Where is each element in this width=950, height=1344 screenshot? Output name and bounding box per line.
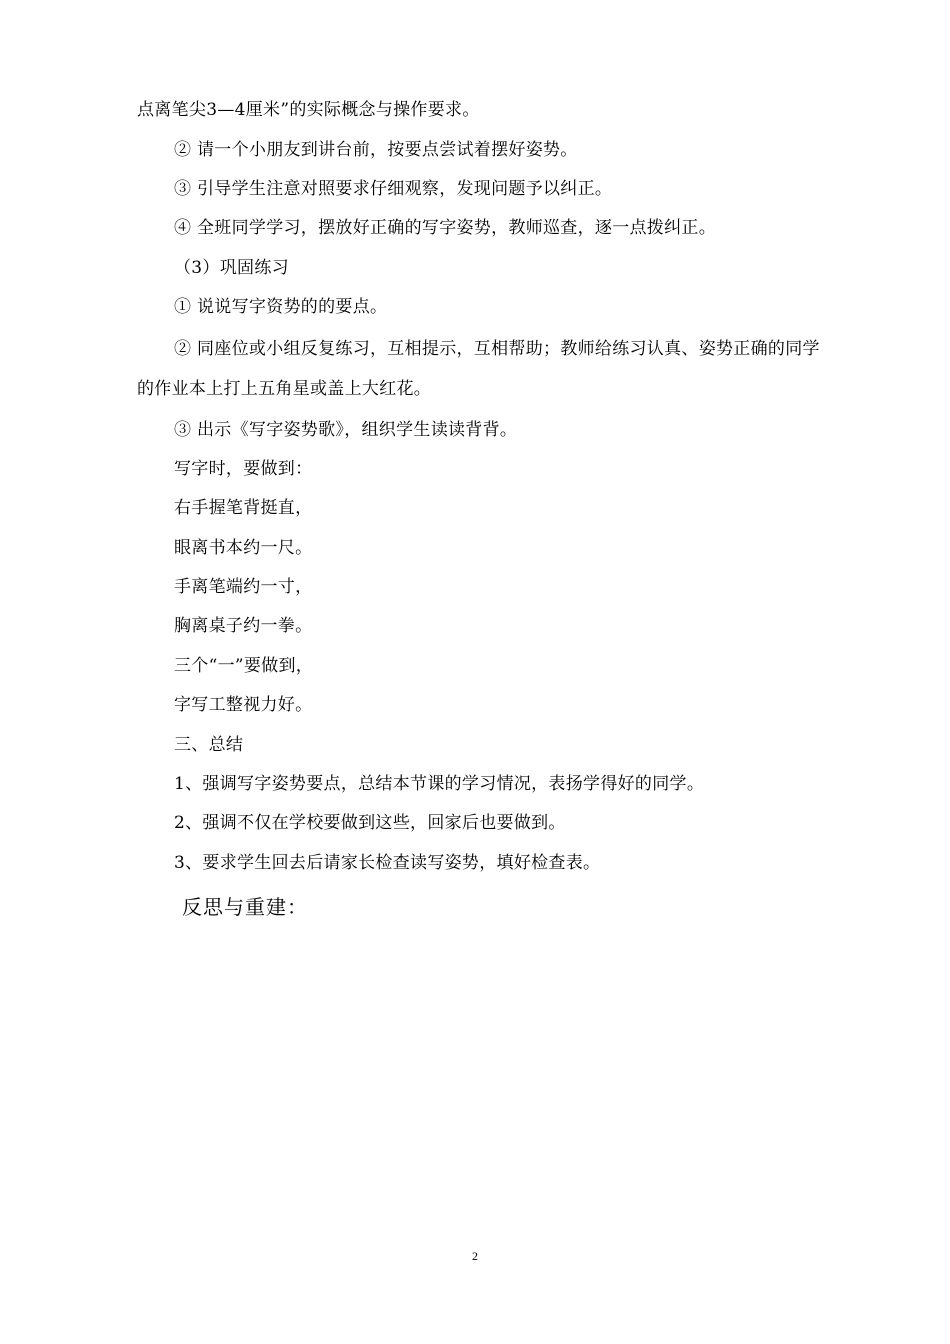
section-subheading: （3）巩固练习: [174, 258, 289, 278]
paragraph-line: ② 同座位或小组反复练习，互相提示，互相帮助；教师给练习认真、姿势正确的同学: [174, 339, 820, 359]
section-heading: 三、总结: [174, 735, 244, 755]
paragraph-line: 的作业本上打上五角星或盖上大红花。: [137, 379, 432, 399]
paragraph-line: ② 请一个小朋友到讲台前，按要点尝试着摆好姿势。: [174, 140, 578, 160]
poem-line: 胸离桌子约一拳。: [174, 616, 313, 636]
paragraph-line: ③ 出示《写字姿势歌》，组织学生读读背背。: [174, 420, 518, 440]
poem-line: 写字时，要做到：: [174, 459, 313, 479]
reflection-heading: 反思与重建：: [182, 895, 308, 919]
page-number: 2: [472, 1249, 478, 1263]
paragraph-line: ③ 引导学生注意对照要求仔细观察，发现问题予以纠正。: [174, 179, 613, 199]
paragraph-line: 3、要求学生回去后请家长检查读写姿势，填好检查表。: [174, 853, 601, 873]
poem-line: 眼离书本约一尺。: [174, 538, 313, 558]
paragraph-line: 1、强调写字姿势要点，总结本节课的学习情况，表扬学得好的同学。: [174, 774, 705, 794]
poem-line: 手离笔端约一寸，: [174, 577, 313, 597]
poem-line: 三个“一”要做到，: [174, 656, 314, 676]
poem-line: 右手握笔背挺直，: [174, 498, 313, 518]
paragraph-line: ④ 全班同学学习，摆放好正确的写字姿势，教师巡查，逐一点拨纠正。: [174, 218, 717, 238]
paragraph-line: 点离笔尖3—4厘米”的实际概念与操作要求。: [137, 100, 480, 120]
paragraph-line: 2、强调不仅在学校要做到这些，回家后也要做到。: [174, 813, 566, 833]
poem-line: 字写工整视力好。: [174, 695, 313, 715]
paragraph-line: ① 说说写字资势的的要点。: [174, 297, 388, 317]
